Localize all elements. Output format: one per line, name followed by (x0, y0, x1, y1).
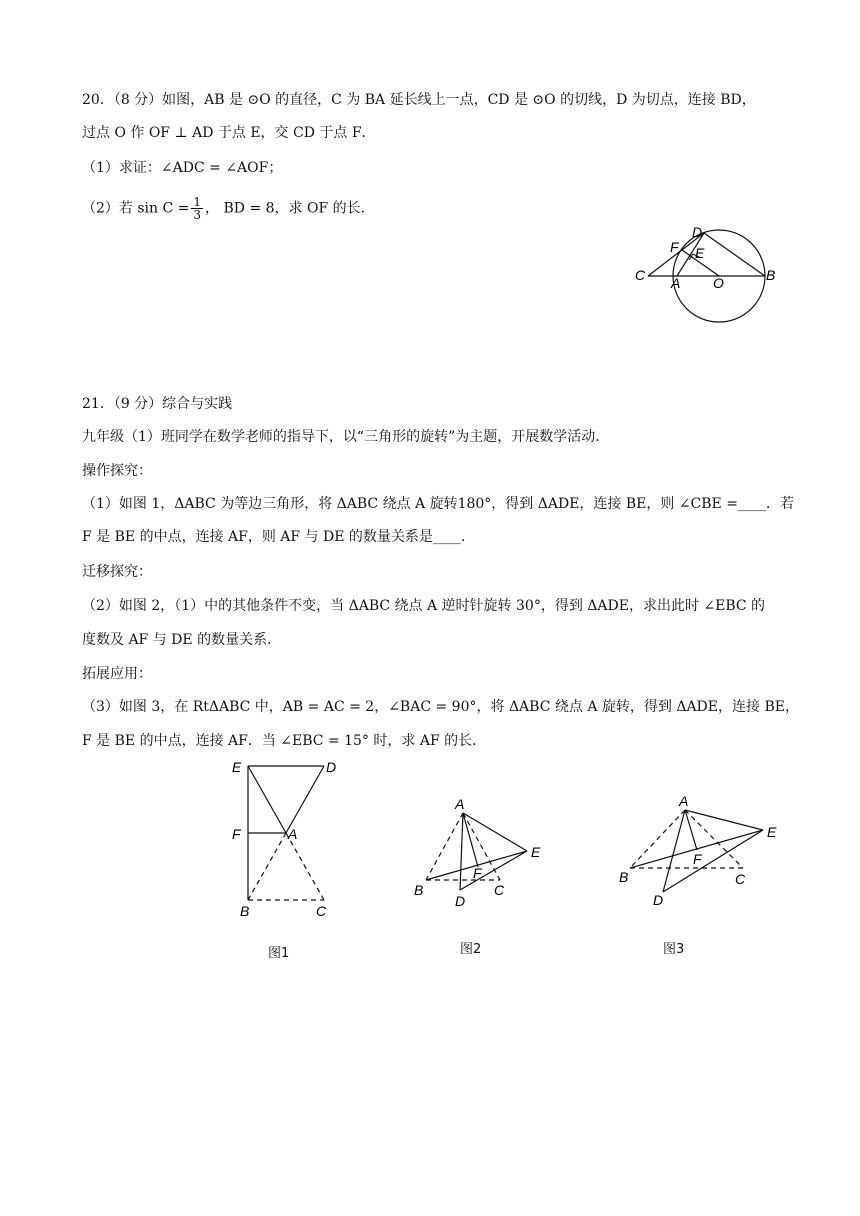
q20-part2-pre: （2）若 sin C = (82, 200, 190, 217)
fig3-caption: 图3 (663, 942, 685, 957)
q21-p2-line2: 度数及 AF 与 DE 的数量关系． (82, 632, 282, 648)
fig3-label-f: F (693, 851, 702, 867)
q20-part2-post: ， BD = 8，求 OF 的长． (205, 200, 375, 217)
label-a: A (671, 275, 681, 291)
fig3-label-d: D (653, 892, 664, 908)
figure-3 (615, 790, 785, 915)
label-f: F (670, 239, 679, 255)
line-db (704, 233, 765, 276)
fig3-label-b: B (619, 869, 629, 885)
fig2-caption: 图2 (460, 942, 482, 957)
q21-p2-line1: （2）如图 2，（1）中的其他条件不变，当 ΔABC 绕点 A 逆时针旋转 30°，得到 ΔADE，求出此时 ∠EBC 的 (82, 598, 766, 614)
fig1-label-b: B (240, 903, 250, 919)
q20-figure (630, 222, 790, 322)
q21-section3: 拓展应用： (82, 666, 152, 682)
fraction-numerator: 1 (193, 195, 202, 209)
fig1-label-d: D (326, 759, 337, 775)
fig2-label-e: E (531, 844, 541, 860)
q21-p1-line2: F 是 BE 的中点，连接 AF，则 AF 与 DE 的数量关系是____． (82, 529, 475, 545)
label-b: B (766, 267, 776, 283)
q21-p3-line1: （3）如图 3，在 RtΔABC 中，AB = AC = 2，∠BAC = 90°，将 ΔABC 绕点 A 旋转，得到 ΔADE，连接 BE， (82, 699, 799, 715)
fraction-denominator: 3 (193, 208, 202, 222)
q20-line1: 20．（8 分）如图，AB 是 ⊙O 的直径，C 为 BA 延长线上一点，CD 是 ⊙O 的切线，D 为切点，连接 BD， (82, 92, 756, 108)
label-d: D (692, 224, 703, 240)
q21-title: 21．（9 分）综合与实践 (82, 396, 233, 412)
fig2-label-c: C (494, 882, 505, 898)
fig1-label-f: F (232, 826, 241, 842)
fig2-label-b: B (414, 882, 424, 898)
q21-intro: 九年级（1）班同学在数学老师的指导下，以“三角形的旋转”为主题，开展数学活动． (82, 429, 610, 445)
fig2-label-f: F (473, 865, 482, 881)
fig1-label-c: C (316, 903, 327, 919)
q20-part2 (82, 196, 375, 221)
q21-section1: 操作探究： (82, 463, 152, 479)
figure-2 (410, 795, 550, 915)
fig2-label-d: D (455, 893, 466, 909)
q20-line2: 过点 O 作 OF ⊥ AD 于点 E，交 CD 于点 F． (82, 125, 376, 141)
fig1-label-e: E (232, 759, 242, 775)
label-o: O (713, 275, 724, 291)
fig1-caption: 图1 (268, 946, 290, 961)
q21-p1-line1: （1）如图 1，ΔABC 为等边三角形，将 ΔABC 绕点 A 旋转180°，得到 ΔADE，连接 BE，则 ∠CBE =____．若 (82, 496, 794, 512)
fig3-label-a: A (679, 793, 689, 809)
q21-p3-line2: F 是 BE 的中点，连接 AF．当 ∠EBC = 15° 时，求 AF 的长． (82, 733, 487, 749)
figure-1 (228, 758, 348, 923)
fraction (191, 196, 203, 221)
fig3-label-c: C (735, 871, 746, 887)
q20-part1: （1）求证：∠ADC = ∠AOF； (82, 160, 283, 176)
label-e: E (695, 245, 705, 261)
fig2-label-a: A (455, 796, 465, 812)
fig1-label-a: A (288, 826, 298, 842)
label-c: C (635, 267, 646, 283)
q21-section2: 迁移探究： (82, 564, 152, 580)
fig3-label-e: E (767, 824, 777, 840)
